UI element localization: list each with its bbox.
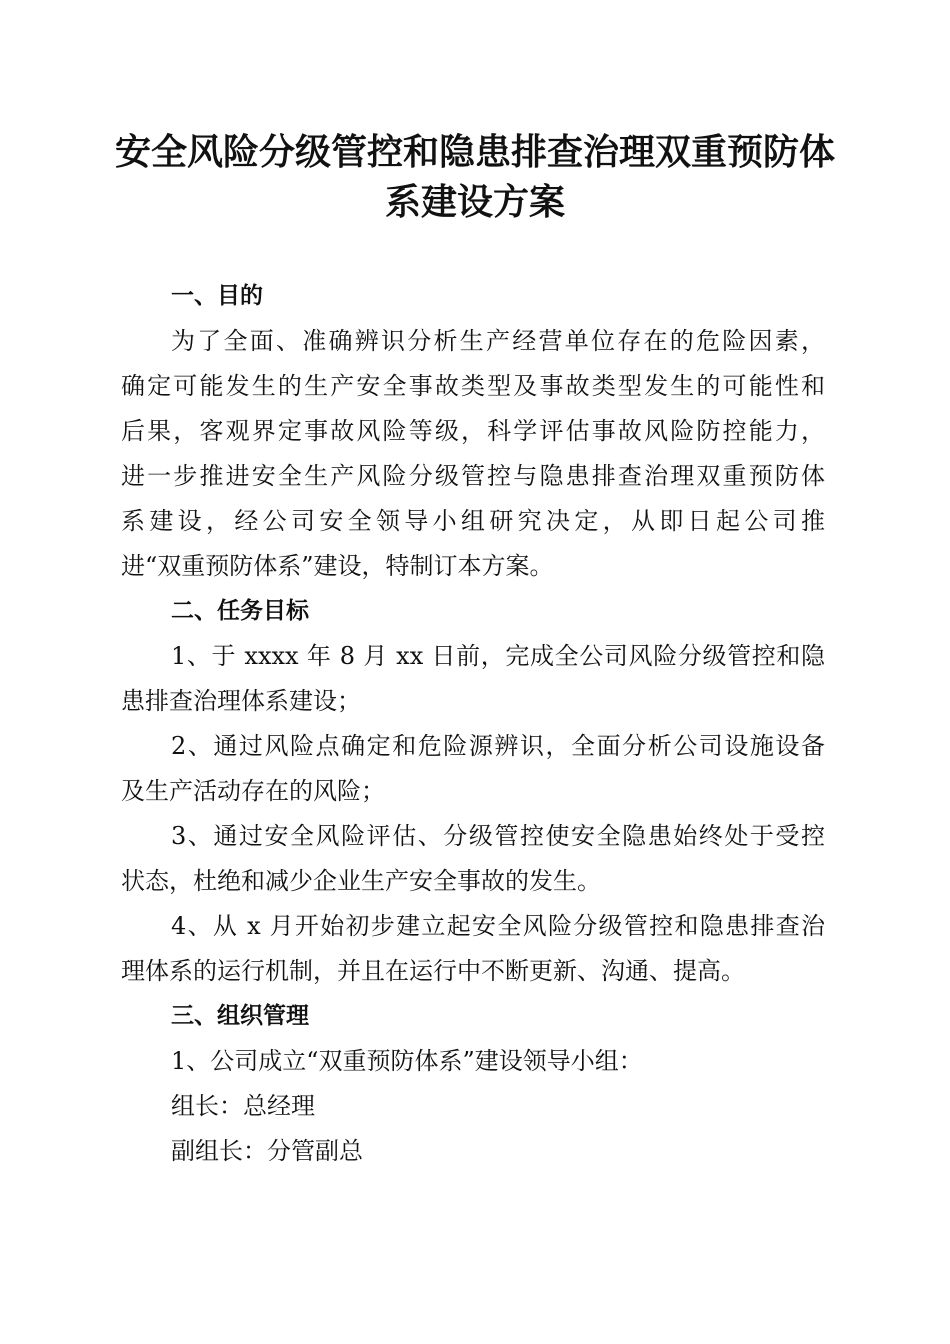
title-line-2: 系建设方案: [384, 182, 565, 223]
paragraph-line: 为了全面、准确辨识分析生产经营单位存在的危险因素，: [171, 327, 825, 355]
paragraph-line: 确定可能发生的生产安全事故类型及事故类型发生的可能性和: [121, 372, 825, 400]
paragraph-line: 患排查治理体系建设；: [121, 687, 361, 715]
paragraph-line: 进“双重预防体系”建设，特制订本方案。: [121, 552, 554, 580]
paragraph-line: 状态，杜绝和减少企业生产安全事故的发生。: [121, 867, 601, 895]
paragraph-line: 后果，客观界定事故风险等级，科学评估事故风险防控能力，: [121, 417, 825, 445]
title-line-1: 安全风险分级管控和隐患排查治理双重预防体: [114, 132, 835, 173]
paragraph-line: 1、于 xxxx 年 8 月 xx 日前，完成全公司风险分级管控和隐: [171, 642, 825, 670]
section-heading: 一、目的: [171, 283, 263, 309]
paragraph-line: 进一步推进安全生产风险分级管控与隐患排查治理双重预防体: [121, 462, 825, 490]
section-heading: 三、组织管理: [171, 1003, 309, 1029]
paragraph-line: 2、通过风险点确定和危险源辨识，全面分析公司设施设备: [171, 732, 825, 760]
paragraph-line: 及生产活动存在的风险；: [121, 777, 385, 805]
paragraph-line: 1、公司成立“双重预防体系”建设领导小组：: [171, 1047, 643, 1075]
paragraph-line: 4、从 x 月开始初步建立起安全风险分级管控和隐患排查治: [171, 912, 825, 940]
paragraph-line: 理体系的运行机制，并且在运行中不断更新、沟通、提高。: [121, 957, 745, 985]
document-body: [121, 274, 825, 1174]
paragraph-line: 系建设，经公司安全领导小组研究决定，从即日起公司推: [121, 507, 825, 535]
paragraph-line: 副组长：分管副总: [171, 1137, 363, 1165]
paragraph-line: 3、通过安全风险评估、分级管控使安全隐患始终处于受控: [171, 822, 825, 850]
document-title: [110, 128, 840, 228]
section-heading: 二、任务目标: [171, 598, 309, 624]
paragraph-line: 组长：总经理: [171, 1092, 315, 1120]
